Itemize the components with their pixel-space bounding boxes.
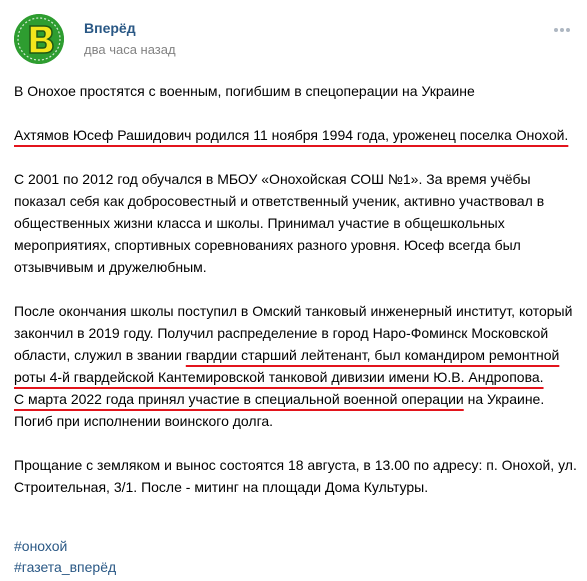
post-paragraph: [14, 300, 580, 432]
paragraph-text: на Украине. Погиб при исполнении воинского долга.: [14, 391, 545, 429]
underlined-text: гвардии старший лейтенант, был командиром ремонтной роты 4-й гвардейской Кантемировской танковой дивизии имени Ю.В. Андропова.: [14, 347, 560, 385]
hashtags: [14, 536, 116, 578]
hashtag-link[interactable]: #газета_вперёд: [14, 559, 117, 575]
more-options-icon[interactable]: [554, 28, 570, 32]
paragraph-text: После окончания школы поступил в Омский танковый инженерный институт, который закончил в 2019 году. Получил распределение в город Наро-Фоминск Московской области, служил в звании: [14, 303, 573, 363]
hashtag-link[interactable]: #онохой: [14, 538, 68, 554]
post-text: [14, 80, 580, 498]
post-paragraph: С 2001 по 2012 год обучался в МБОУ «Онохойская СОШ №1». За время учёбы показал себя как добросовестный и ответственный ученик, активно участвовал в общественных жизни класса и школы. Принимал участие в общешкольных мероприятиях, спортивных соревнованиях разного уровня. Юсеф всегда был отзывчивым и дружелюбным.: [14, 171, 545, 275]
group-logo-icon: [14, 14, 64, 64]
underlined-text: С марта 2022 года принял участие в специальной военной операции: [14, 391, 464, 407]
group-avatar[interactable]: [14, 14, 64, 64]
post-paragraph: [14, 124, 580, 146]
post-paragraph: Прощание с земляком и вынос состоятся 18 августа, в 13.00 по адресу: п. Онохой, ул. Строительная, 3/1. После - митинг на площади Дома Культуры.: [14, 457, 577, 495]
group-name[interactable]: Вперёд: [84, 20, 136, 36]
post-paragraph: В Онохое простятся с военным, погибшим в спецоперации на Украине: [14, 83, 475, 99]
underlined-text: Ахтямов Юсеф Рашидович родился 11 ноября 1994 года, уроженец поселка Онохой.: [14, 127, 569, 143]
post-time[interactable]: два часа назад: [84, 42, 176, 57]
post-header: [14, 14, 574, 64]
